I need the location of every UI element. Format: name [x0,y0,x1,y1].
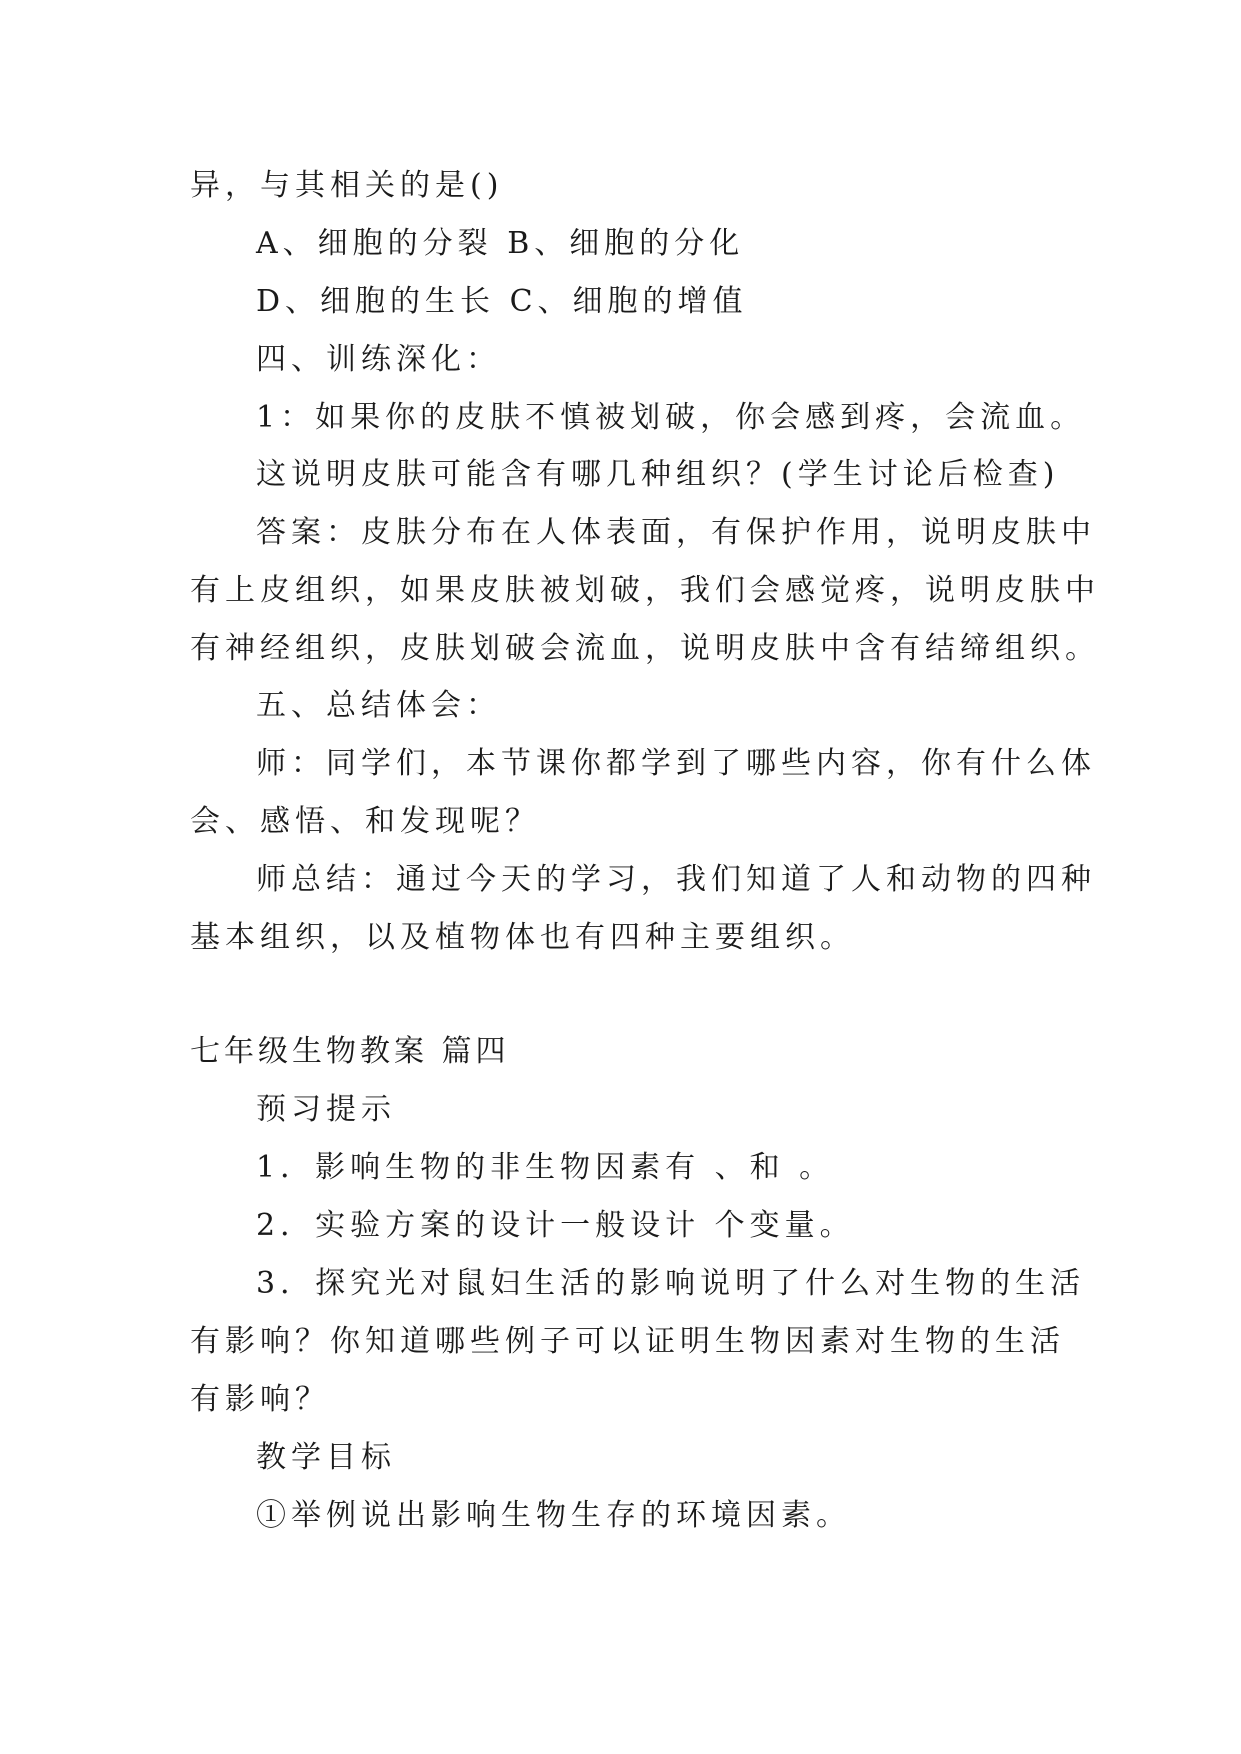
text-line: 答案：皮肤分布在人体表面，有保护作用，说明皮肤中 [256,515,1096,550]
text-line: ①举例说出影响生物生存的环境因素。 [256,1498,851,1533]
chapter-title: 七年级生物教案 篇四 [190,1034,510,1069]
text-line: 异，与其相关的是() [190,168,504,203]
text-line: 基本组织，以及植物体也有四种主要组织。 [190,920,855,955]
text-line: 有影响？ [190,1382,330,1417]
section-heading: 预习提示 [256,1092,396,1127]
text-line: 会、感悟、和发现呢？ [190,804,540,839]
option-line: D、细胞的生长 C、细胞的增值 [256,284,748,319]
section-heading: 教学目标 [256,1440,396,1475]
text-line: 师：同学们，本节课你都学到了哪些内容，你有什么体 [256,746,1096,781]
text-line: 有上皮组织，如果皮肤被划破，我们会感觉疼，说明皮肤中 [190,573,1100,608]
text-line: 这说明皮肤可能含有哪几种组织？(学生讨论后检查) [256,457,1060,492]
text-line: 有神经组织，皮肤划破会流血，说明皮肤中含有结缔组织。 [190,631,1100,666]
section-heading: 四、训练深化： [256,342,501,377]
text-line: 1．影响生物的非生物因素有 、和 。 [256,1150,835,1185]
text-line: 师总结：通过今天的学习，我们知道了人和动物的四种 [256,862,1096,897]
text-line: 2．实验方案的设计一般设计 个变量。 [256,1208,855,1243]
option-line: A、细胞的分裂 B、细胞的分化 [256,226,745,261]
text-line: 3．探究光对鼠妇生活的影响说明了什么对生物的生活 [256,1266,1086,1301]
text-line: 1：如果你的皮肤不慎被划破，你会感到疼，会流血。 [256,400,1086,435]
section-heading: 五、总结体会： [256,688,501,723]
text-line: 有影响？你知道哪些例子可以证明生物因素对生物的生活 [190,1324,1065,1359]
